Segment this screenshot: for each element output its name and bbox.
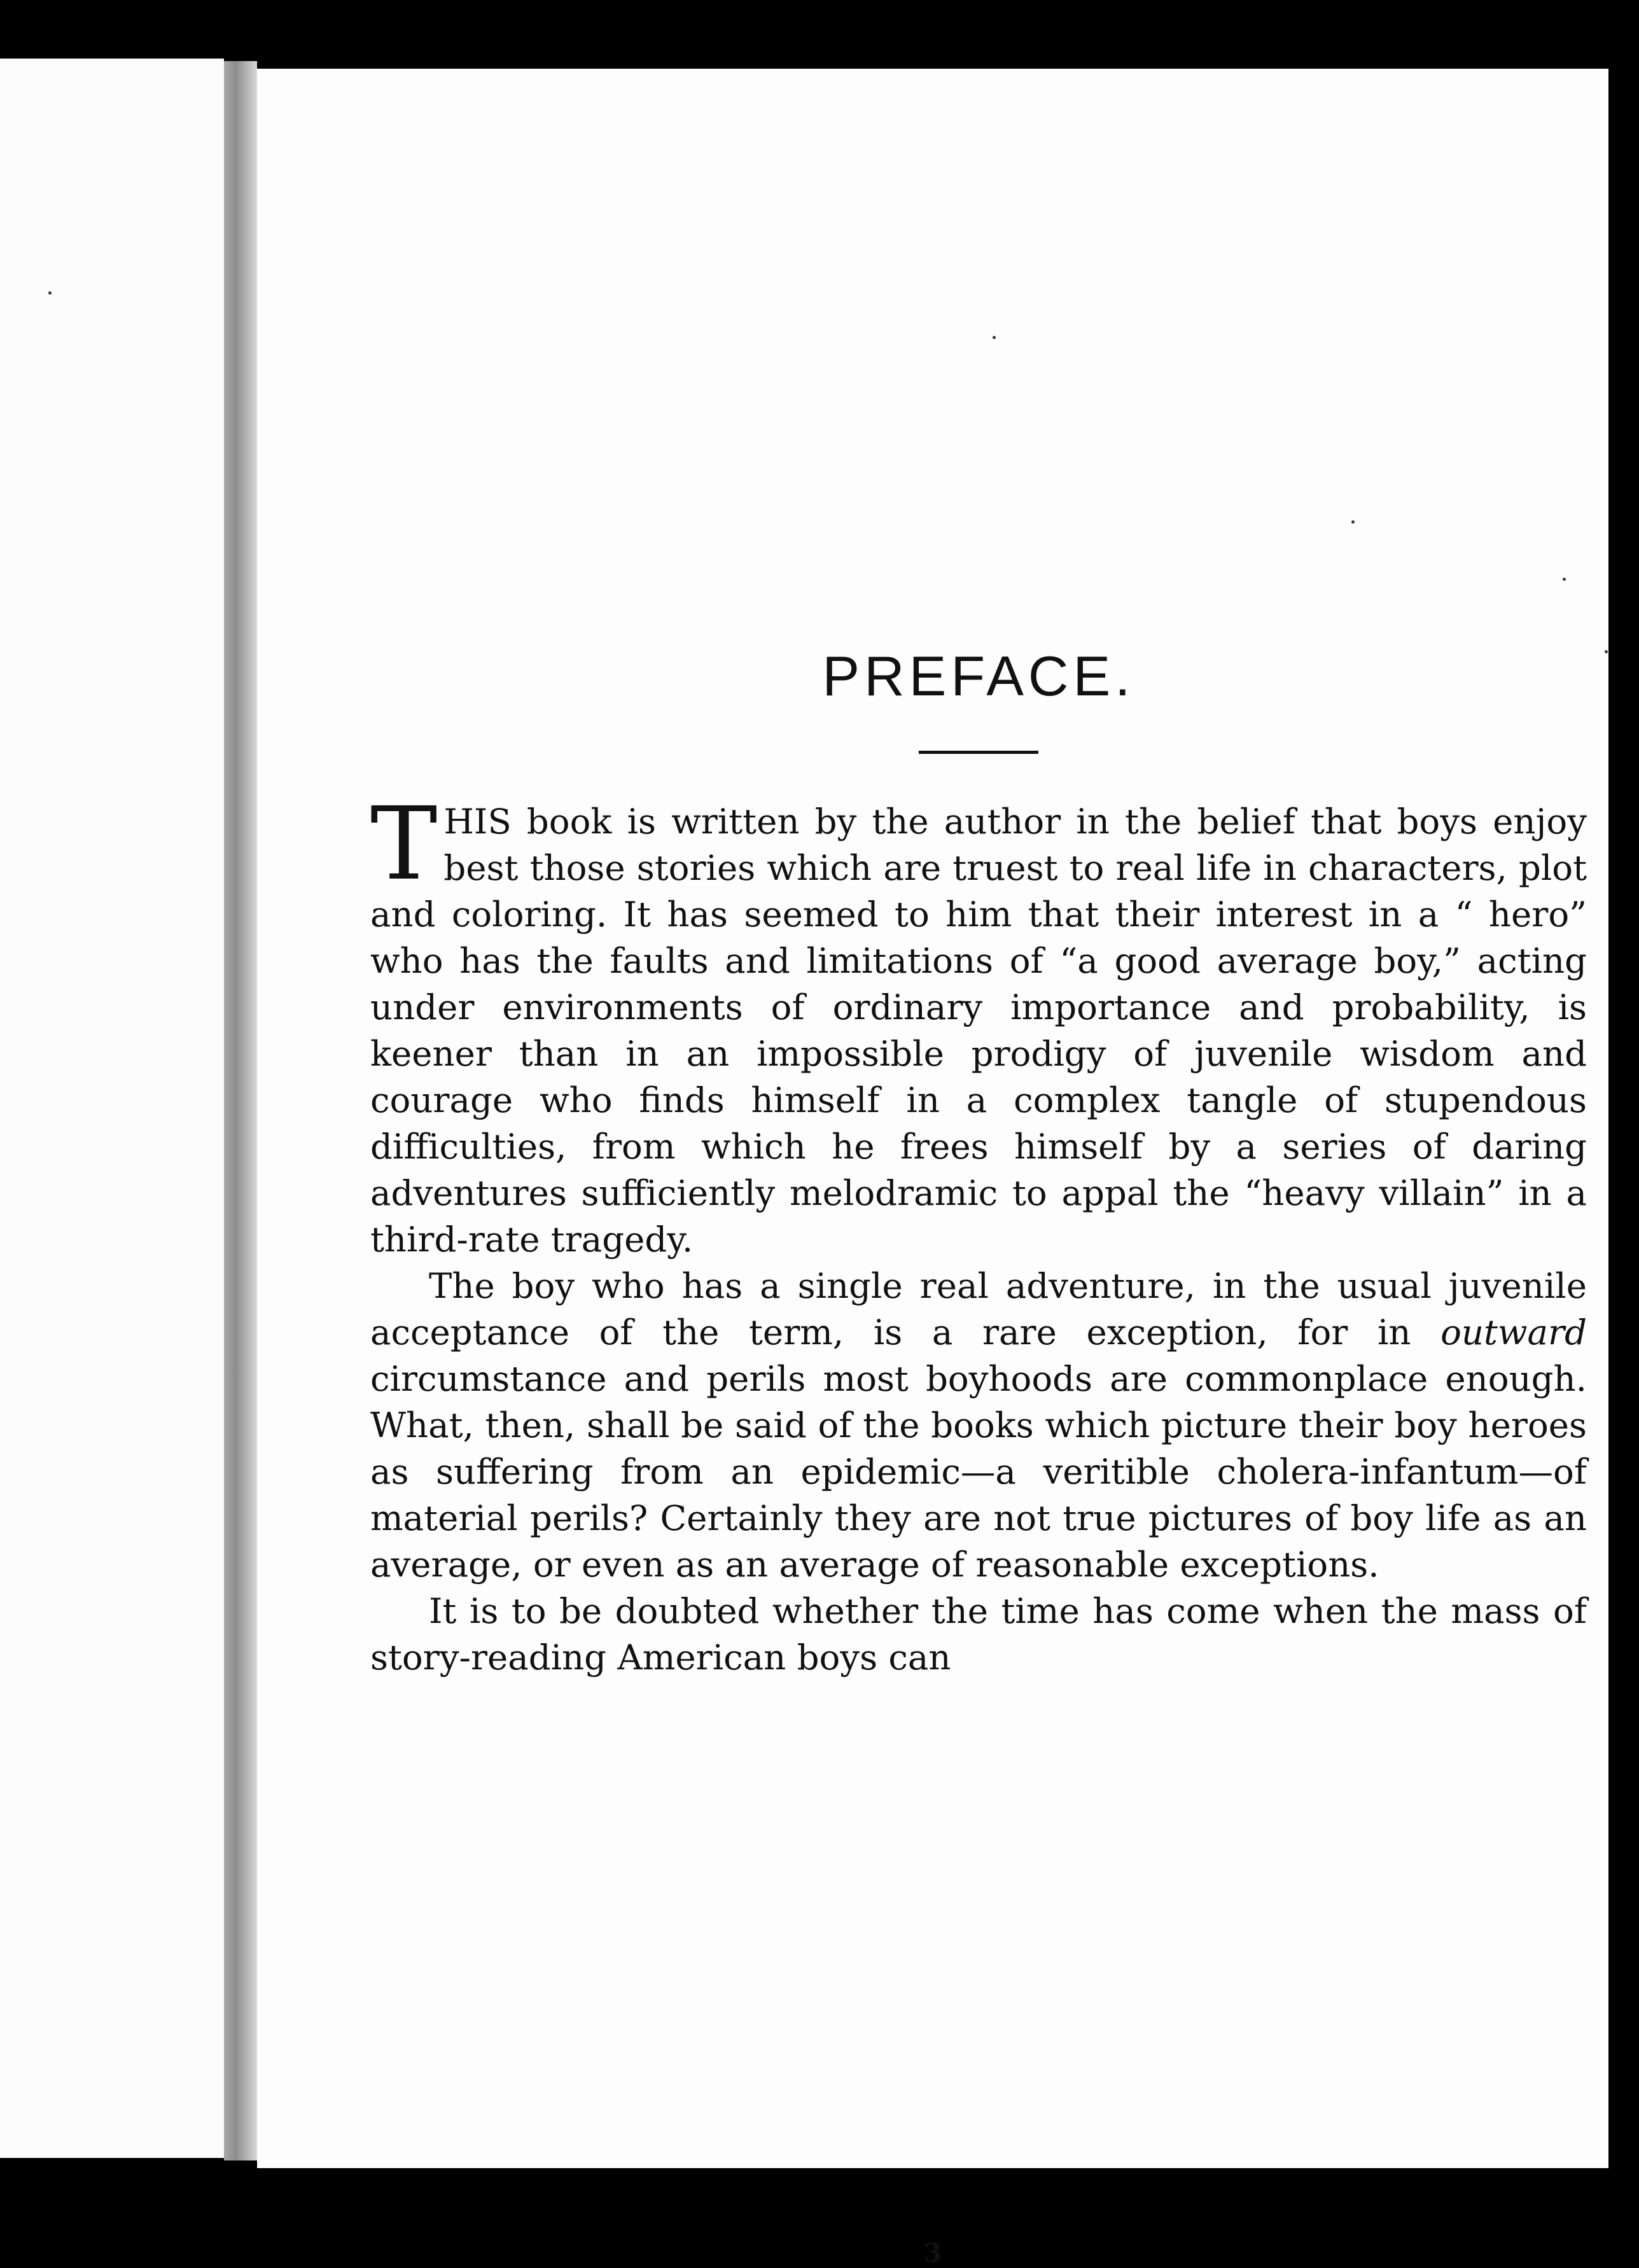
dust-speck	[48, 291, 52, 295]
paragraph-3-text: It is to be doubted whether the time has come when the mass of story-reading American boys can	[370, 1590, 1587, 1678]
paragraph-2-text-start: The boy who has a single real adventure, in the usual juvenile acceptance of the term, is a rare exception, for in	[370, 1265, 1587, 1353]
paragraph-2-text-end: circumstance and perils most boyhoods are commonplace enough. What, then, shall be said of the books which picture their boy heroes as suffering from an epidemic—a veritible cholera-infantum—of material perils? Certainly they are not true pictures of boy life as an average, or even as an average of reasonable exceptions.	[370, 1358, 1587, 1585]
dust-speck	[1563, 578, 1566, 581]
right-page	[257, 69, 1608, 2268]
page-title: PREFACE.	[822, 644, 1135, 707]
paragraph-3	[370, 1588, 1587, 1681]
paragraph-1	[370, 786, 1587, 1263]
title-divider	[919, 751, 1038, 754]
italic-word: outward	[1440, 1312, 1587, 1353]
paragraph-2	[370, 1263, 1587, 1588]
drop-cap: T	[370, 786, 438, 903]
left-page	[0, 59, 224, 2158]
preface-text-block	[370, 641, 1587, 1681]
dust-speck	[1351, 520, 1355, 524]
dust-speck	[993, 336, 996, 339]
paragraph-1-text: HIS book is written by the author in the belief that boys enjoy best those stories which are truest to real life in characters, plot and coloring. It has seemed to him that their interest in a “ hero” who has the faults and limitations of “a good average boy,” acting under environments of ordinary importance and probability, is keener than in an impossible prodigy of juvenile wisdom and courage who finds himself in a complex tangle of stupendous difficulties, from which he frees himself by a series of daring adventures sufficiently melodramic to appal the “heavy villain” in a third-rate tragedy.	[370, 801, 1587, 1260]
page-number: 3	[924, 2238, 942, 2268]
dust-speck	[1605, 650, 1608, 653]
book-gutter	[224, 61, 257, 2160]
